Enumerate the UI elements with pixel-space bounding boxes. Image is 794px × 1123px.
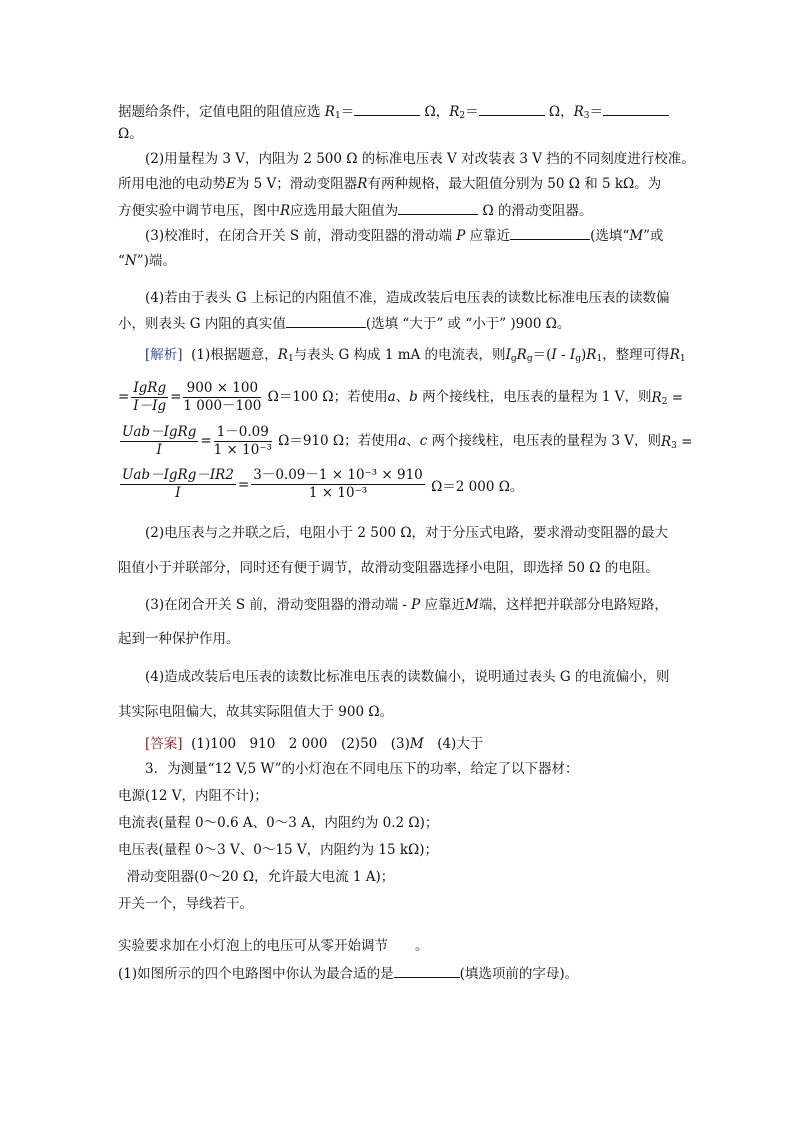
text: ＝ bbox=[340, 104, 355, 120]
text: ，整理可得 bbox=[602, 347, 670, 363]
answer-blank-r1[interactable] bbox=[354, 102, 420, 116]
sub: 1 bbox=[334, 111, 341, 121]
text: Ω＝100 Ω；若使用 bbox=[267, 389, 388, 405]
text: 方便实验中调节电压，图中 bbox=[118, 203, 280, 219]
question-3-line bbox=[118, 252, 677, 270]
text: 两个接线柱，电压表的量程为 1 V，则 bbox=[422, 389, 652, 405]
analysis-line: (4)造成改装后电压表的读数比标准电压表的读数偏小，说明通过表头 G 的电流偏小，则 bbox=[145, 669, 670, 685]
text: (1)如图所示的四个电路图中你认为最合适的是 bbox=[118, 966, 394, 982]
var: R bbox=[357, 176, 368, 192]
text: 两个接线柱，电压表的量程为 3 V，则 bbox=[431, 433, 661, 449]
analysis-line: 其实际电阻偏大，故其实际阻值大于 900 Ω。 bbox=[118, 704, 394, 720]
equipment-item: 电压表(量程 0～3 V、0～15 V，内阻约为 15 kΩ)； bbox=[118, 842, 438, 858]
text: (1)根据题意， bbox=[191, 347, 278, 363]
formula-line: = $\frac{\text{IgRg}}{I-Ig}$ = $\frac{900 \times 100}{1 000-100}$ Ω＝100 Ω；若使用a、b 两个接线柱，电压表的量程为 1 V，则 $R_2$ = bbox=[118, 380, 684, 414]
equipment-item: 电流表(量程 0～0.6 A、0～3 A，内阻约为 0.2 Ω)； bbox=[118, 815, 439, 831]
text: ”或 bbox=[643, 228, 664, 244]
text: ＝( bbox=[532, 347, 552, 363]
var-r1: R bbox=[324, 104, 335, 120]
text: 为 5 V；滑动变阻器 bbox=[235, 176, 358, 192]
analysis-line: [解析] (1)根据题意，$R_1$与表头 G 构成 1 mA 的电流表，则$I_gR_g=(I - I_g)R_1$，整理可得$R_1$ bbox=[145, 347, 686, 364]
text: Ω＝2 000 Ω。 bbox=[431, 478, 524, 495]
text: 与表头 G 构成 1 mA 的电流表，则 bbox=[293, 347, 506, 363]
question-line: Ω。 bbox=[118, 126, 143, 142]
text: ) bbox=[581, 347, 587, 363]
question-line bbox=[118, 102, 677, 121]
sub: 2 bbox=[459, 111, 466, 121]
answer-blank-slider[interactable] bbox=[510, 226, 590, 240]
text: Ω＝910 Ω；若使用 bbox=[278, 433, 399, 449]
var: P bbox=[456, 228, 466, 244]
requirement-line: 实验要求加在小灯泡上的电压可从零开始调节 。 bbox=[118, 938, 429, 954]
question-2-line bbox=[118, 201, 677, 220]
text: - bbox=[556, 347, 570, 363]
question-4-line: (4)若由于表头 G 上标记的内阻值不准，造成改装后电压表的读数比标准电压表的读数偏 bbox=[145, 290, 670, 306]
answer-blank-r3[interactable] bbox=[603, 102, 669, 116]
question-2-line bbox=[118, 175, 677, 193]
text: (选填“ bbox=[590, 228, 630, 244]
text: 据题给条件，定值电阻的阻值应选 bbox=[118, 104, 321, 120]
var: N bbox=[124, 253, 137, 269]
text: 端，这样把并联部分电路短路， bbox=[478, 597, 668, 613]
sub: 3 bbox=[583, 111, 590, 121]
equipment-item: 开关一个，导线若干。 bbox=[118, 896, 253, 912]
answer-line bbox=[145, 735, 677, 753]
text: Ω， bbox=[424, 104, 450, 120]
question-2-line: (2)用量程为 3 V，内阻为 2 500 Ω 的标准电压表 V 对改装表 3 V 挡的不同刻度进行校准。 bbox=[145, 151, 695, 167]
text: 有两种规格，最大阻值分别为 50 Ω 和 5 kΩ。为 bbox=[367, 176, 662, 192]
text: 应靠近 bbox=[469, 228, 511, 244]
text: 小，则表头 G 内阻的真实值 bbox=[118, 316, 286, 332]
formula-line: $\frac{\text{Uab－IgRg－IR2}}{I}$ = $\frac{\text{3－0.09－1 × 10⁻³ × 910}}{\text{1 × 10⁻³}}$ Ω＝2 000 Ω。 bbox=[122, 467, 524, 501]
analysis-tag: [解析] bbox=[145, 347, 183, 363]
answer-blank-circuit[interactable] bbox=[394, 964, 460, 978]
text: (填选项前的字母)。 bbox=[459, 966, 579, 982]
analysis-line: (3)在闭合开关 S 前，滑动变阻器的滑动端 - P 应靠近M端，这样把并联部分电路短路， bbox=[145, 597, 668, 613]
text: Ω， bbox=[548, 104, 574, 120]
answer-text: (4)大于 bbox=[423, 736, 484, 752]
answer-tag: [答案] bbox=[145, 736, 183, 752]
text: (选填 “大于” 或 “小于” )900 Ω。 bbox=[365, 316, 571, 332]
analysis-line: 阻值小于并联部分，同时还有便于调节，故滑动变阻器选择小电阻，即选择 50 Ω 的电阻。 bbox=[118, 560, 659, 576]
answer-text: (1)100 910 2 000 (2)50 (3) bbox=[191, 736, 410, 752]
fraction: $\frac{900 \times 100}{1 000-100}$ bbox=[183, 380, 262, 414]
question-4-line bbox=[118, 314, 677, 333]
fraction: $\frac{1-0.09}{\text{1 × 10⁻³}}$ bbox=[213, 424, 272, 458]
text: ＝ bbox=[589, 104, 604, 120]
formula-line: $\frac{\text{Uab－IgRg}}{I}$ = $\frac{1-0.09}{\text{1 × 10⁻³}}$ Ω＝910 Ω；若使用a、c 两个接线柱，电压表的量程为 3 V，则 $R_3$ = bbox=[122, 424, 693, 458]
text: ＝ bbox=[465, 104, 479, 120]
text: 应选用最大阻值为 bbox=[290, 203, 399, 219]
equipment-item: 滑动变阻器(0～20 Ω，允许最大电流 1 A)； bbox=[118, 869, 395, 885]
fraction: $\frac{\text{Uab－IgRg}}{I}$ bbox=[122, 424, 197, 458]
fraction: $\frac{\text{Uab－IgRg－IR2}}{I}$ bbox=[122, 467, 234, 501]
fraction: $\frac{\text{3－0.09－1 × 10⁻³ × 910}}{\text{1 × 10⁻³}}$ bbox=[253, 467, 423, 501]
text: “ bbox=[118, 253, 125, 269]
equipment-item: 电源(12 V，内阻不计)； bbox=[118, 788, 268, 804]
text: ”)端。 bbox=[136, 253, 176, 269]
text: (3)在闭合开关 S 前，滑动变阻器的滑动端 bbox=[145, 597, 398, 613]
text: 应靠近 bbox=[424, 597, 465, 613]
text: 所用电池的电动势 bbox=[118, 176, 226, 192]
answer-blank-r2[interactable] bbox=[479, 102, 545, 116]
text: Ω 的滑动变阻器。 bbox=[482, 203, 593, 219]
question-title: 3．为测量“12 V,5 W”的小灯泡在不同电压下的功率，给定了以下器材： bbox=[145, 761, 579, 777]
analysis-line: (2)电压表与之并联之后，电阻小于 2 500 Ω，对于分压式电路，要求滑动变阻器的最大 bbox=[145, 525, 669, 541]
analysis-line: 起到一种保护作用。 bbox=[118, 631, 240, 647]
var-r3: R bbox=[573, 104, 584, 120]
var: E bbox=[226, 176, 236, 192]
var: M bbox=[629, 228, 644, 244]
text: (3)校准时，在闭合开关 S 前，滑动变阻器的滑动端 bbox=[145, 228, 452, 244]
var: M bbox=[409, 736, 424, 752]
var-r2: R bbox=[449, 104, 460, 120]
answer-blank-resistance[interactable] bbox=[286, 314, 366, 328]
question-3-line bbox=[145, 226, 677, 245]
var: R bbox=[280, 203, 291, 219]
fraction: $\frac{\text{IgRg}}{I-Ig}$ bbox=[133, 380, 167, 414]
answer-blank-rheostat[interactable] bbox=[398, 201, 478, 215]
question-line bbox=[118, 964, 677, 983]
